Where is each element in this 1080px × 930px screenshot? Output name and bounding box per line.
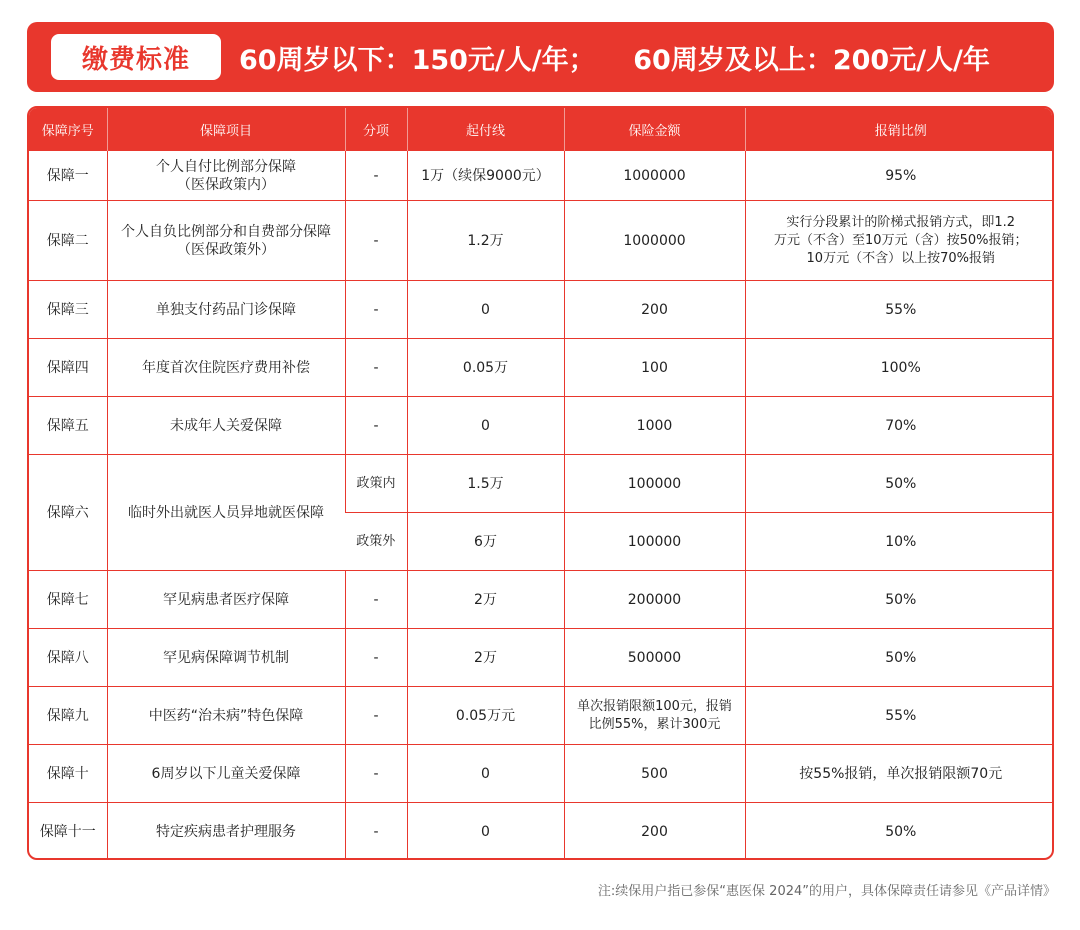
row-deductible: 0 <box>407 397 564 455</box>
row-deductible: 0 <box>407 745 564 803</box>
row-deductible: 1.2万 <box>407 201 564 281</box>
table-row <box>29 281 1054 339</box>
row-amount: 200 <box>564 281 745 339</box>
row-no: 保障七 <box>29 571 107 629</box>
header-amount: 保险金额 <box>564 108 745 151</box>
row-sub: - <box>345 571 407 629</box>
table-header-row <box>29 108 1054 151</box>
row-no: 保障五 <box>29 397 107 455</box>
row-no: 保障三 <box>29 281 107 339</box>
row-deductible: 2万 <box>407 571 564 629</box>
row-item: 中医药“治未病”特色保障 <box>107 687 345 745</box>
fee-banner <box>27 22 1054 92</box>
header-sub: 分项 <box>345 108 407 151</box>
row-ratio: 50% <box>745 803 1054 861</box>
row-amount: 100000 <box>564 513 745 571</box>
row-deductible: 2万 <box>407 629 564 687</box>
row-sub: - <box>345 151 407 201</box>
row-amount: 500000 <box>564 629 745 687</box>
table-row <box>29 151 1054 201</box>
row-amount: 单次报销限额100元，报销 比例55%，累计300元 <box>564 687 745 745</box>
footnote: 注:续保用户指已参保“惠医保 2024”的用户，具体保障责任请参见《产品详情》 <box>597 884 1056 899</box>
row-item: 个人自负比例部分和自费部分保障 （医保政策外） <box>107 201 345 281</box>
row-sub: 政策外 <box>345 513 407 571</box>
table-row <box>29 571 1054 629</box>
row-sub: - <box>345 629 407 687</box>
row-item: 未成年人关爱保障 <box>107 397 345 455</box>
row-ratio: 按55%报销，单次报销限额70元 <box>745 745 1054 803</box>
fee-standard-label: 缴费标准 <box>51 34 221 80</box>
table-row <box>29 745 1054 803</box>
row-deductible: 0 <box>407 281 564 339</box>
row-item: 临时外出就医人员异地就医保障 <box>107 455 345 571</box>
row-no: 保障一 <box>29 151 107 201</box>
row-amount: 100 <box>564 339 745 397</box>
header-ratio: 报销比例 <box>745 108 1054 151</box>
row-ratio: 95% <box>745 151 1054 201</box>
table-row <box>29 339 1054 397</box>
row-amount: 200000 <box>564 571 745 629</box>
row-ratio: 50% <box>745 455 1054 513</box>
row-amount: 100000 <box>564 455 745 513</box>
row-deductible: 0.05万元 <box>407 687 564 745</box>
row-no: 保障十 <box>29 745 107 803</box>
row-deductible: 1.5万 <box>407 455 564 513</box>
row-ratio: 70% <box>745 397 1054 455</box>
header-no: 保障序号 <box>29 108 107 151</box>
row-amount: 500 <box>564 745 745 803</box>
row-ratio: 10% <box>745 513 1054 571</box>
header-item: 保障项目 <box>107 108 345 151</box>
row-deductible: 0 <box>407 803 564 861</box>
row-item: 特定疾病患者护理服务 <box>107 803 345 861</box>
row-sub: 政策内 <box>345 455 407 513</box>
row-item: 单独支付药品门诊保障 <box>107 281 345 339</box>
row-ratio: 100% <box>745 339 1054 397</box>
row-item: 罕见病保障调节机制 <box>107 629 345 687</box>
row-no: 保障六 <box>29 455 107 571</box>
row-amount: 1000000 <box>564 151 745 201</box>
row-ratio: 55% <box>745 687 1054 745</box>
table-row <box>29 803 1054 861</box>
table-row <box>29 629 1054 687</box>
table-row <box>29 687 1054 745</box>
row-no: 保障四 <box>29 339 107 397</box>
row-amount: 1000000 <box>564 201 745 281</box>
row-sub: - <box>345 397 407 455</box>
row-item: 年度首次住院医疗费用补偿 <box>107 339 345 397</box>
row-item: 个人自付比例部分保障 （医保政策内） <box>107 151 345 201</box>
row-deductible: 6万 <box>407 513 564 571</box>
row-deductible: 0.05万 <box>407 339 564 397</box>
row-sub: - <box>345 339 407 397</box>
fee-standard-text: 60周岁以下：150元/人/年； 60周岁及以上：200元/人/年 <box>239 44 990 76</box>
table-row <box>29 397 1054 455</box>
row-amount: 1000 <box>564 397 745 455</box>
row-no: 保障九 <box>29 687 107 745</box>
row-item: 罕见病患者医疗保障 <box>107 571 345 629</box>
row-sub: - <box>345 803 407 861</box>
row-sub: - <box>345 201 407 281</box>
row-no: 保障十一 <box>29 803 107 861</box>
row-ratio: 50% <box>745 629 1054 687</box>
row-no: 保障八 <box>29 629 107 687</box>
header-deductible: 起付线 <box>407 108 564 151</box>
row-sub: - <box>345 687 407 745</box>
row-amount: 200 <box>564 803 745 861</box>
row-item: 6周岁以下儿童关爱保障 <box>107 745 345 803</box>
table-row <box>29 201 1054 281</box>
row-sub: - <box>345 745 407 803</box>
row-no: 保障二 <box>29 201 107 281</box>
row-ratio: 实行分段累计的阶梯式报销方式，即1.2 万元（不含）至10万元（含）按50%报销； 10万元（不含）以上按70%报销 <box>745 201 1054 281</box>
row-sub: - <box>345 281 407 339</box>
row-deductible: 1万（续保9000元） <box>407 151 564 201</box>
coverage-table <box>27 106 1054 860</box>
row-ratio: 50% <box>745 571 1054 629</box>
table-row <box>29 455 1054 513</box>
row-ratio: 55% <box>745 281 1054 339</box>
